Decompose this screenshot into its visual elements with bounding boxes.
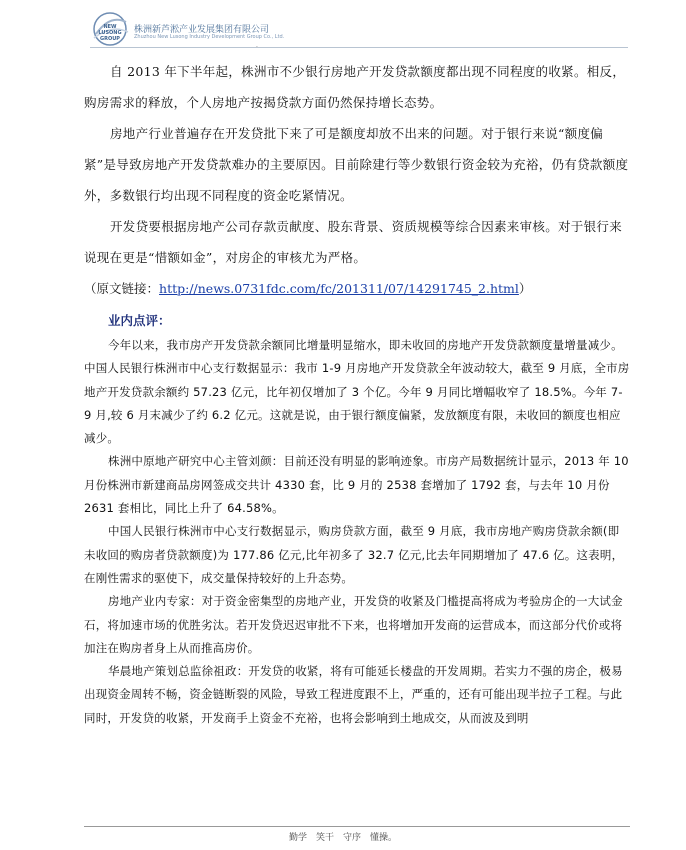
header-divider bbox=[90, 47, 628, 48]
paragraph: 自 2013 年下半年起，株洲市不少银行房地产开发贷款额度都出现不同程度的收紧。相反，购房需求的释放，个人房地产按揭贷款方面仍然保持增长态势。 bbox=[84, 64, 626, 110]
source-suffix: ） bbox=[518, 281, 532, 296]
page-footer: 勤学 笑干 守序 懂操。 bbox=[288, 833, 397, 843]
paragraph: 株洲中原地产研究中心主管刘颜：目前还没有明显的影响迹象。市房产局数据统计显示，2013 年 10 月份株洲市新建商品房网签成交共计 4330 套，比 9 月的 2538 套增加了 1792 套，与去年 10 月份 2631 套相比，同比上升了 64.58%。 bbox=[84, 454, 629, 516]
page-header bbox=[88, 10, 628, 50]
section-title: 业内点评： bbox=[108, 313, 171, 328]
company-name-cn: 株洲新芦淞产业发展集团有限公司 bbox=[134, 25, 270, 35]
company-logo-icon bbox=[88, 10, 132, 48]
footer-divider bbox=[84, 826, 630, 827]
header-dot: . bbox=[256, 42, 258, 49]
paragraph: 华晨地产策划总监徐祖政：开发贷的收紧，将有可能延长楼盘的开发周期。若实力不强的房企，极易出现资金周转不畅，资金链断裂的风险，导致工程进度跟不上，严重的，还有可能出现半拉子工程。与此同时，开发贷的收紧，开发商手上资金不充裕，也将会影响到土地成交，从而波及到明 bbox=[84, 664, 623, 725]
paragraph: 开发贷要根据房地产公司存款贡献度、股东背景、资质规模等综合因素来审核。对于银行来说现在更是“惜额如金”，对房企的审核尤为严格。 bbox=[84, 219, 623, 265]
svg-text:LUSONG: LUSONG bbox=[98, 30, 122, 36]
paragraph: 今年以来，我市房产开发贷款余额同比增量明显缩水，即未收回的房地产开发贷款额度量增量减少。中国人民银行株洲市中心支行数据显示：我市 1-9 月房地产开发贷款全年波动较大，截至 9 月底，全市房地产开发贷款余额约 57.23 亿元，比年初仅增加了 3 个亿。今年 9 月同比增幅收窄了 18.5%。今年 7-9 月,较 6 月末减少了约 6.2 亿元。这就是说，由于银行额度偏紧，发放额度有限，未收回的额度也相应减少。 bbox=[84, 338, 630, 446]
source-link[interactable]: http://news.0731fdc.com/fc/201311/07/14291745_2.html bbox=[159, 281, 519, 296]
paragraph: 房地产业内专家：对于资金密集型的房地产业，开发贷的收紧及门槛提高将成为考验房企的一大试金石，将加速市场的优胜劣汰。若开发贷迟迟审批不下来，也将增加开发商的运营成本，而这部分代价或将加注在购房者身上从而推高房价。 bbox=[84, 594, 623, 655]
svg-text:NEW: NEW bbox=[103, 24, 117, 30]
company-name-en: Zhuzhou New Lusong Industry Development Group Co., Ltd. bbox=[134, 34, 285, 40]
document-body bbox=[84, 56, 630, 730]
source-prefix: （原文链接： bbox=[84, 281, 160, 296]
source-line bbox=[84, 273, 630, 304]
svg-text:GROUP: GROUP bbox=[100, 36, 120, 42]
paragraph: 房地产行业普遍存在开发贷批下来了可是额度却放不出来的问题。对于银行来说“额度偏紧”是导致房地产开发贷款难办的主要原因。目前除建行等少数银行资金较为充裕，仍有贷款额度外，多数银行均出现不同程度的资金吃紧情况。 bbox=[84, 126, 629, 203]
paragraph: 中国人民银行株洲市中心支行数据显示，购房贷款方面，截至 9 月底，我市房地产购房贷款余额(即未收回的购房者贷款额度)为 177.86 亿元,比年初多了 32.7 亿元,比去年同期增加了 47.6 亿。这表明，在刚性需求的驱使下，成交量保持较好的上升态势。 bbox=[84, 524, 624, 585]
